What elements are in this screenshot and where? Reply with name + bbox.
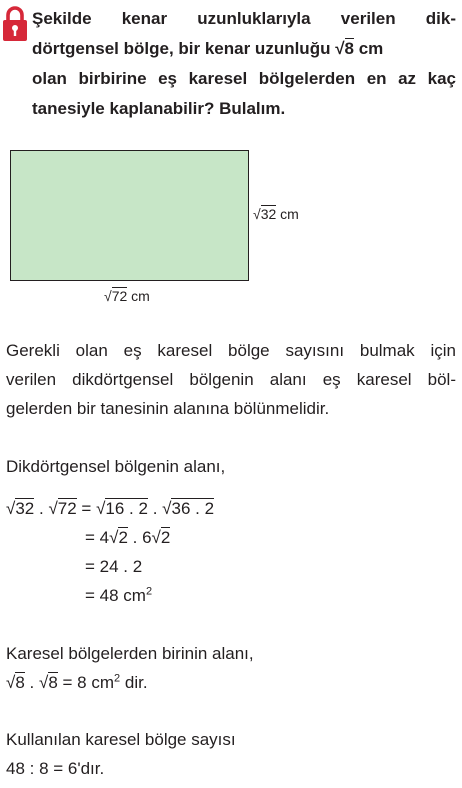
area-equation-3: = 24 . 2	[85, 557, 143, 576]
explanation-paragraph: Gerekli olan eş karesel bölge sayısını bulmak için verilen dikdörtgensel bölgenin alanı eş karesel böl- gelerden bir tanesinin alanına bölünmelidir.	[6, 341, 456, 418]
area-equation-2: = 4√2 . 6√2	[85, 528, 171, 547]
question-line-2: dörtgensel bölge, bir kenar uzunluğu √8 cm	[32, 34, 456, 64]
question-line-1: Şekilde kenar uzunluklarıyla verilen dik-	[32, 9, 456, 28]
square-area-heading: Karesel bölgelerden birinin alanı,	[6, 644, 254, 663]
sqrt-expression: √8	[335, 39, 354, 58]
right-side-label: √32 cm	[253, 206, 299, 222]
count-equation: 48 : 8 = 6'dır.	[6, 759, 105, 778]
area-equation-4: = 48 $cm^2$	[85, 585, 153, 605]
bottom-side-label: √72 cm	[104, 288, 150, 304]
area-equation-1: √32 . √72 = √16 . 2 . √36 . 2	[6, 499, 215, 518]
count-heading: Kullanılan karesel bölge sayısı	[6, 730, 236, 749]
question-line-4: tanesiyle kaplanabilir? Bulalım.	[32, 99, 286, 118]
question-text	[32, 4, 456, 124]
question-line-3: olan birbirine eş karesel bölgelerden en az kaç	[32, 69, 456, 88]
lock-icon	[2, 4, 28, 44]
area-heading: Dikdörtgensel bölgenin alanı,	[6, 457, 226, 476]
rectangle-figure	[10, 150, 249, 281]
square-area-equation: √8 . √8 = 8 $cm^2$ dir.	[6, 672, 148, 692]
